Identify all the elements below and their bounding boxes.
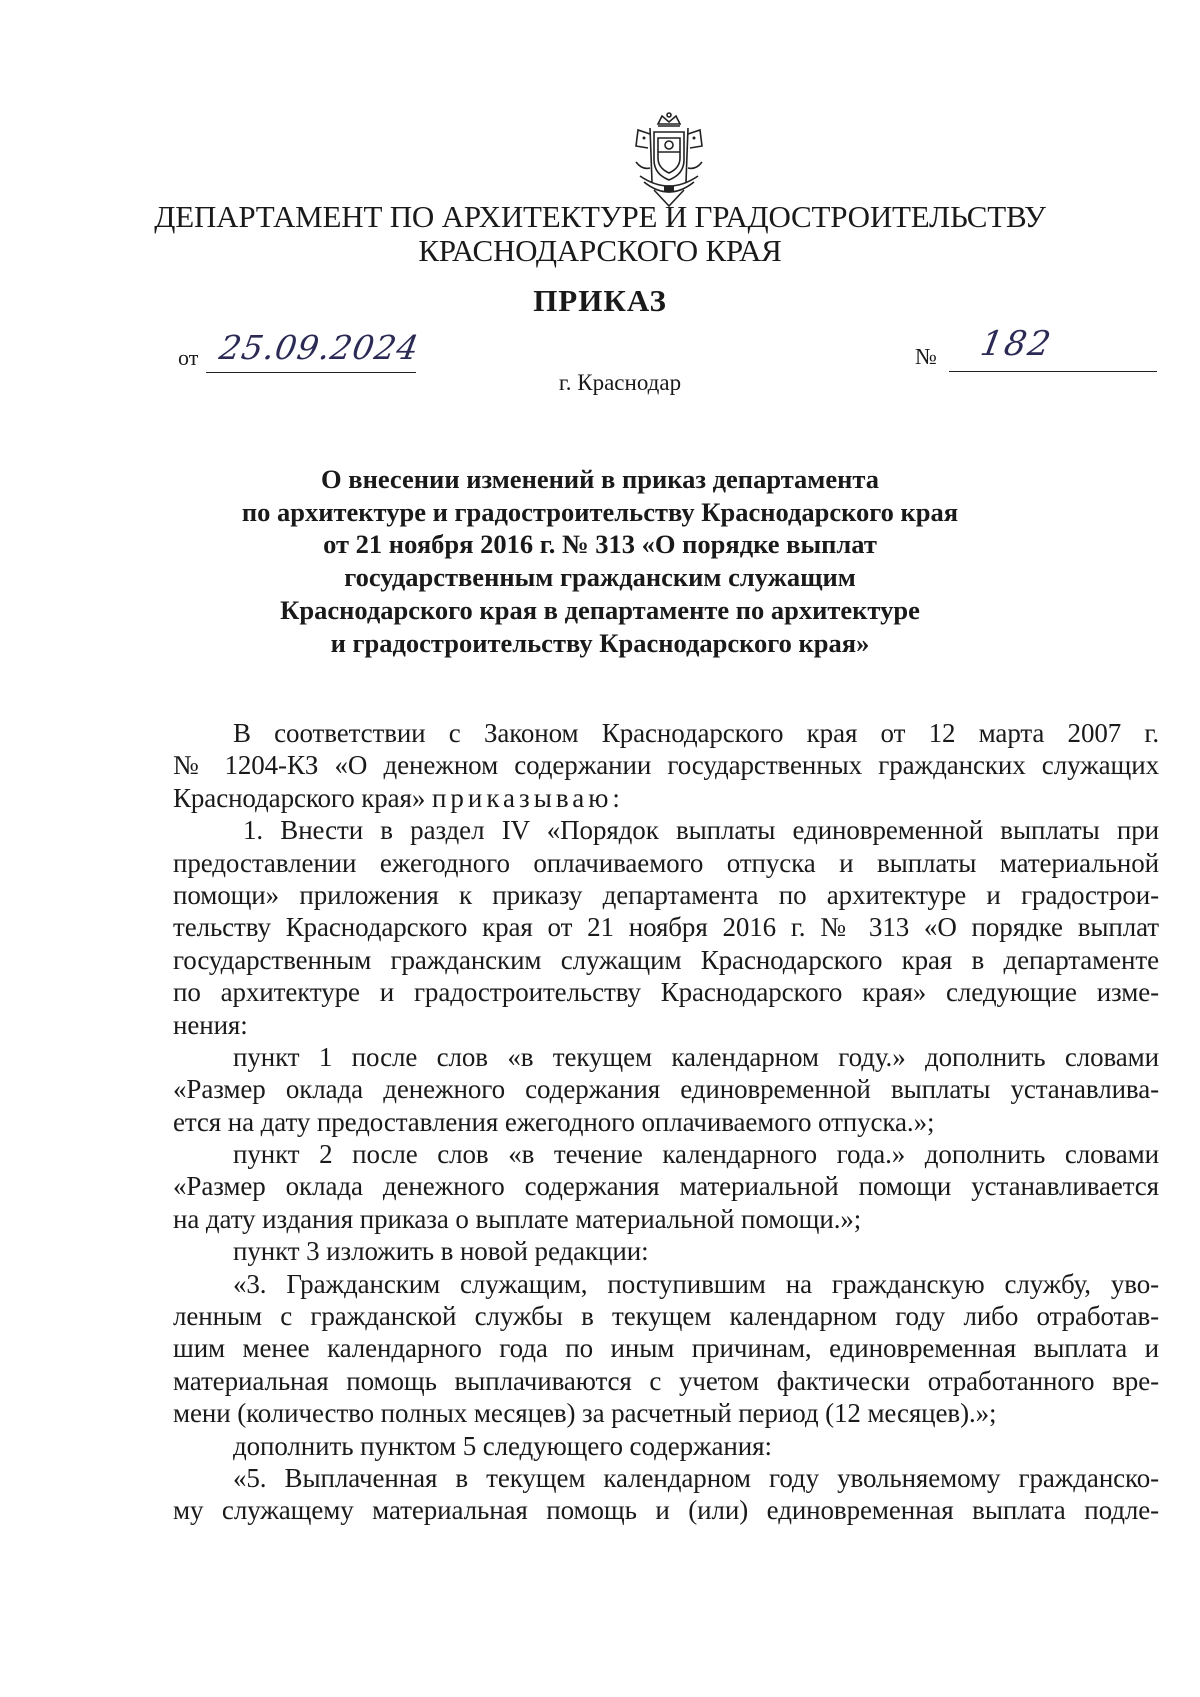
order-subject (150, 463, 1050, 659)
body-line: ется на дату предоставления ежегодного оплачиваемого отпуска.»; (173, 1106, 935, 1137)
city: г. Краснодар (558, 370, 682, 395)
body-line: пункт 2 после слов «в течение календарного года.» дополнить словами (233, 1139, 1159, 1170)
body-line: нения: (173, 1009, 248, 1040)
handwritten-date: 25.09.2024 (216, 328, 423, 367)
order-date-field (178, 328, 423, 372)
body-line: государственным гражданским служащим Краснодарского края в департаменте (173, 944, 1159, 975)
body-line: ленным с гражданской службы в текущем календарном году либо отработав- (173, 1301, 1159, 1332)
order-verb: приказываю: (431, 782, 624, 813)
order-title: ПРИКАЗ (533, 283, 667, 318)
subject-line: государственным гражданским служащим (344, 562, 856, 593)
body-line: предоставлении ежегодного оплачиваемого отпуска и выплаты материальной (173, 847, 1159, 878)
coat-of-arms-icon (628, 112, 710, 208)
subject-line: О внесении изменений в приказ департамента (321, 464, 879, 494)
body-line (173, 782, 1159, 814)
subject-line: Краснодарского края в департаменте по архитектуре (280, 594, 920, 625)
body-line: «Размер оклада денежного содержания единовременной выплаты устанавлива- (173, 1074, 1159, 1105)
body-line: «5. Выплаченная в текущем календарном году увольняемому гражданско- (233, 1462, 1159, 1493)
order-body (173, 717, 1159, 1527)
body-line: мени (количество полных месяцев) за расчетный период (12 месяцев).»; (173, 1398, 997, 1429)
handwritten-number: 182 (977, 324, 1056, 364)
subject-line: по архитектуре и градостроительству Краснодарского края (241, 496, 959, 527)
body-line: на дату издания приказа о выплате материальной помощи.»; (173, 1203, 862, 1234)
department-name (150, 200, 1050, 268)
body-line: по архитектуре и градостроительству Краснодарского края» следующие изме- (173, 977, 1159, 1008)
body-line: «Размер оклада денежного содержания материальной помощи устанавливается (173, 1171, 1159, 1202)
date-prefix: от (178, 345, 199, 370)
body-line: шим менее календарного года по иным причинам, единовременная выплата и (173, 1333, 1159, 1364)
body-line-text: Краснодарского края» (173, 782, 426, 813)
body-line: помощи» приложения к приказу департамента по архитектуре и градострои- (173, 879, 1159, 910)
subject-line: от 21 ноября 2016 г. № 313 «О порядке выплат (323, 529, 877, 560)
body-line: пункт 1 после слов «в текущем календарном году.» дополнить словами (233, 1041, 1159, 1072)
number-prefix: № (915, 344, 937, 369)
body-line: № 1204-КЗ «О денежном содержании государственных гражданских служащих (173, 750, 1159, 781)
body-line: тельству Краснодарского края от 21 ноября 2016 г. № 313 «О порядке выплат (173, 912, 1159, 943)
body-line: дополнить пунктом 5 следующего содержания: (233, 1430, 772, 1461)
body-line: материальная помощь выплачиваются с учетом фактически отработанного вре- (173, 1365, 1159, 1396)
body-line: В соответствии с Законом Краснодарского края от 12 марта 2007 г. (233, 718, 1159, 748)
department-name-line-1: ДЕПАРТАМЕНТ ПО АРХИТЕКТУРЕ И ГРАДОСТРОИТЕЛЬСТВУ (154, 199, 1046, 234)
body-line: «3. Гражданским служащим, поступившим на гражданскую службу, уво- (233, 1268, 1159, 1299)
body-line: пункт 3 изложить в новой редакции: (233, 1236, 649, 1267)
order-number-field (915, 324, 1160, 372)
body-line: 1. Внести в раздел IV «Порядок выплаты единовременной выплаты при (243, 815, 1159, 846)
subject-line: и градостроительству Краснодарского края» (330, 627, 870, 658)
body-line: му служащему материальная помощь и (или) единовременная выплата подле- (173, 1495, 1159, 1526)
department-name-line-2: КРАСНОДАРСКОГО КРАЯ (418, 233, 782, 268)
